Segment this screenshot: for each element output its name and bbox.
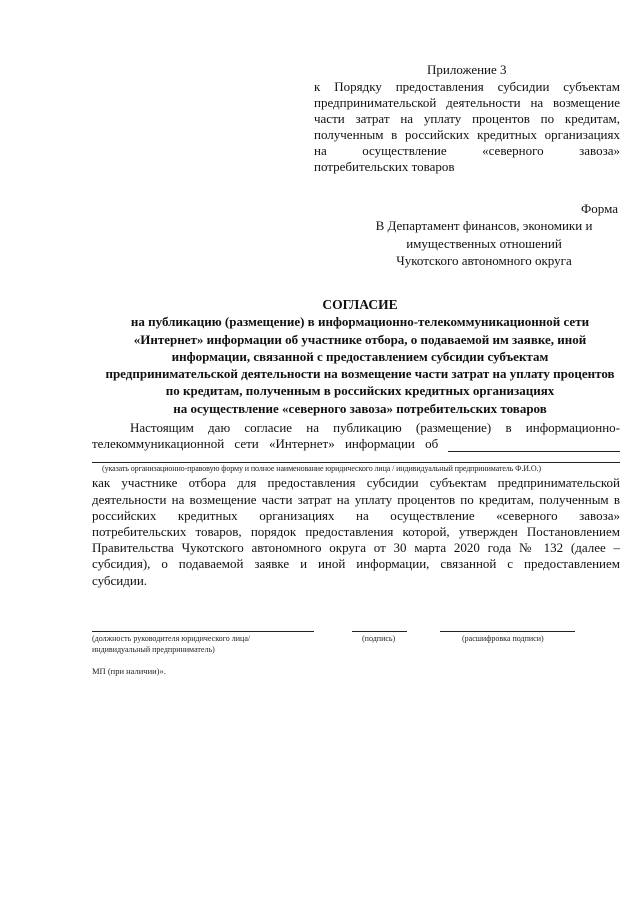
body-line: деятельности на возмещение части затрат на уплату процентов по кредитам, полученным в	[92, 491, 620, 507]
heading-line: по кредитам, полученным в российских кредитных организациях	[165, 383, 555, 399]
document-heading	[80, 296, 640, 417]
heading-line: «Интернет» информации об участнике отбора, о подаваемой им заявке, иной	[133, 331, 587, 347]
addressee-line: имущественных отношений	[406, 235, 562, 251]
position-caption: (должность руководителя юридического лица/	[92, 634, 251, 643]
entity-name-rule	[92, 462, 620, 463]
body-line: субсидии.	[92, 572, 148, 588]
entity-caption: (указать организационно-правовую форму и полное наименование юридического лица / индивидуальный предприниматель Ф.И.О.)	[102, 464, 541, 474]
body-line: Правительства Чукотского автономного округа от 30 марта 2020 года № 132 (далее –	[92, 540, 620, 556]
annex-line: на осуществление «северного завоза»	[314, 143, 620, 158]
body-line: как участнике отбора для предоставления субсидии субъектам предпринимательской	[92, 475, 620, 491]
body-line: телекоммуникационной сети «Интернет» информации об	[92, 436, 439, 452]
addressee-line: Чукотского автономного округа	[396, 253, 572, 268]
heading-line: информации, связанной с предоставлением субсидии субъектам	[171, 348, 549, 364]
annex-reference	[314, 79, 620, 175]
body-line: Настоящим даю согласие на публикацию (размещение) в информационно-	[130, 420, 620, 435]
addressee-line: В Департамент финансов, экономики и	[375, 218, 593, 233]
annex-line: предпринимательской деятельности на возмещение	[314, 95, 620, 110]
entity-name-field[interactable]	[448, 439, 620, 452]
annex-line: потребительских товаров	[314, 159, 455, 174]
entity-line	[92, 436, 620, 452]
document-title: СОГЛАСИЕ	[322, 297, 398, 312]
consent-body	[92, 420, 620, 589]
position-caption: индивидуальный предприниматель)	[92, 645, 215, 654]
signature-decode-field[interactable]	[440, 631, 575, 632]
annex-line: полученным в российских кредитных организациях	[314, 127, 620, 142]
signature-field[interactable]	[352, 631, 407, 632]
heading-line: предпринимательской деятельности на возмещение части затрат на уплату процентов	[105, 366, 615, 382]
position-field[interactable]	[92, 631, 314, 632]
form-label: Форма	[581, 201, 618, 216]
annex-line: к Порядку предоставления субсидии субъектам	[314, 79, 620, 94]
body-line: субсидия), о подаваемой заявке и иной информации, связанной с предоставлением	[92, 556, 620, 572]
annex-title: Приложение 3	[427, 62, 507, 77]
stamp-note: МП (при наличии)».	[92, 666, 166, 676]
heading-line: на осуществление «северного завоза» потребительских товаров	[173, 400, 547, 416]
heading-line: на публикацию (размещение) в информационно-телекоммуникационной сети	[130, 314, 590, 330]
addressee-block	[340, 217, 628, 270]
annex-line: части затрат на уплату процентов по кредитам,	[314, 111, 620, 126]
body-line: потребительских товаров, порядок предоставления которой, утвержден Постановлением	[92, 524, 620, 540]
decode-caption: (расшифровка подписи)	[462, 634, 544, 643]
signature-caption: (подпись)	[362, 634, 396, 643]
body-line: российских кредитных организациях на осуществление «северного завоза»	[92, 507, 620, 523]
